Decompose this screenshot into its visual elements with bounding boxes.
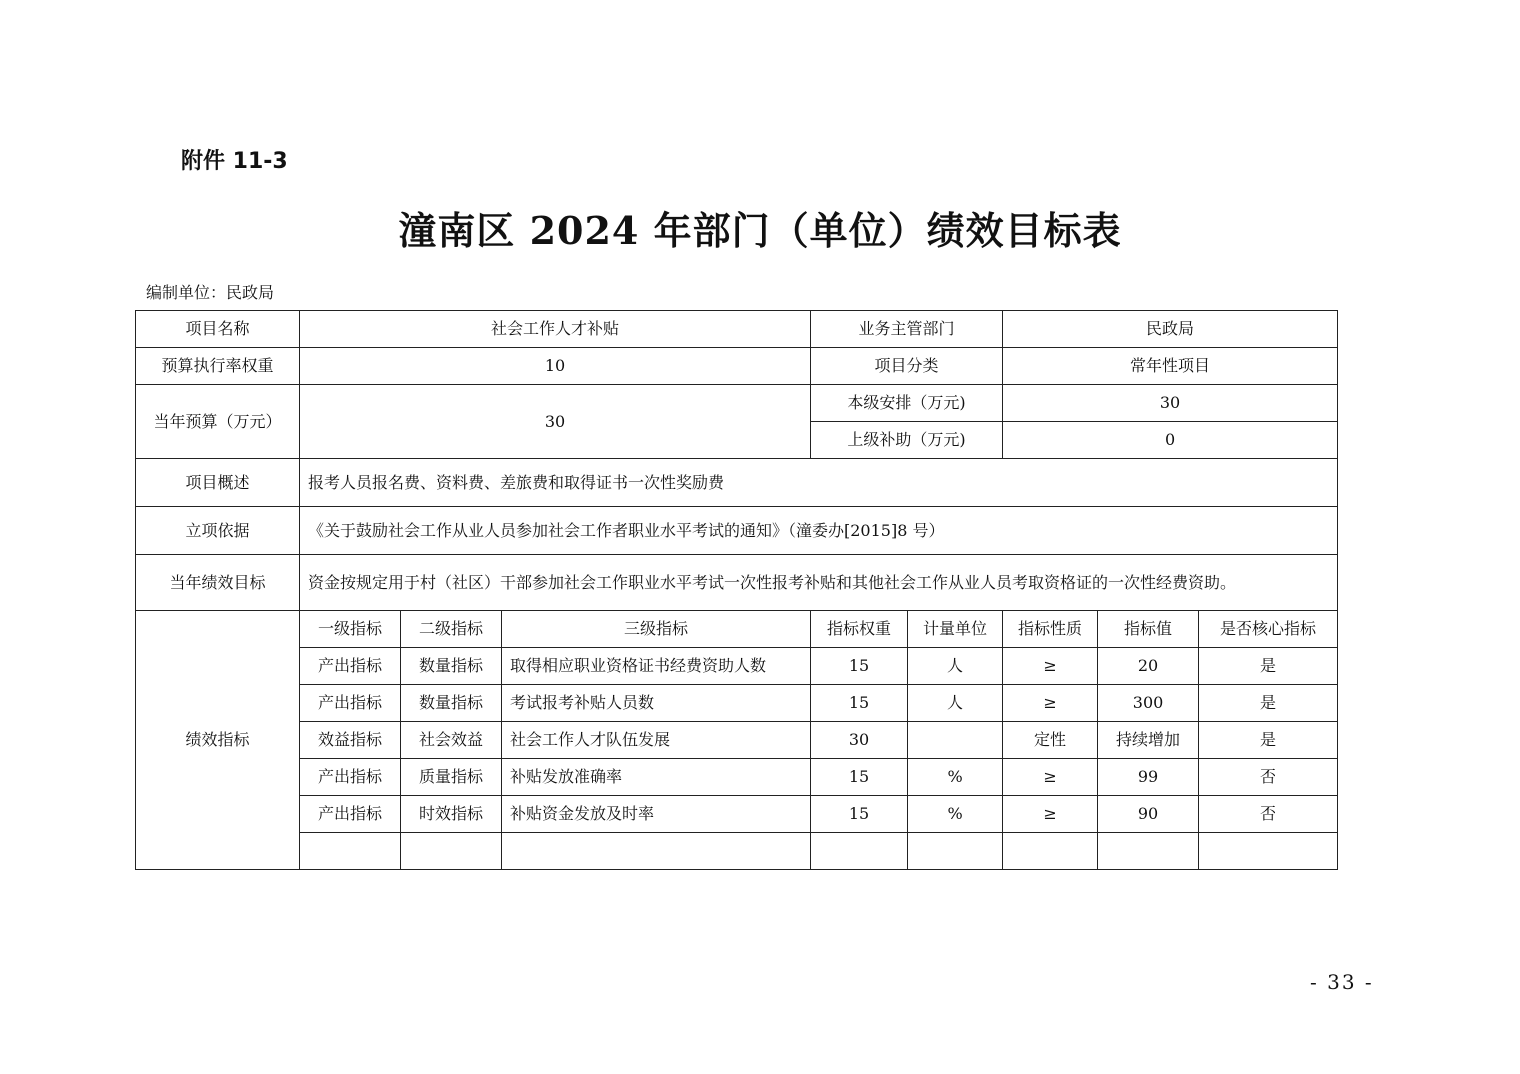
indicator-weight: 30 xyxy=(811,722,908,759)
column-header: 计量单位 xyxy=(908,611,1003,648)
project-name-value: 社会工作人才补贴 xyxy=(300,311,811,348)
is-core-indicator xyxy=(1199,833,1338,870)
column-header: 指标权重 xyxy=(811,611,908,648)
level3-indicator: 补贴发放准确率 xyxy=(502,759,811,796)
level2-indicator xyxy=(401,833,502,870)
indicator-value: 300 xyxy=(1098,685,1199,722)
table-row xyxy=(136,348,1338,385)
column-header: 二级指标 xyxy=(401,611,502,648)
indicator-unit: 人 xyxy=(908,685,1003,722)
weight-value: 10 xyxy=(300,348,811,385)
indicator-unit: % xyxy=(908,796,1003,833)
level3-indicator: 考试报考补贴人员数 xyxy=(502,685,811,722)
dept-value: 民政局 xyxy=(1003,311,1338,348)
table-row xyxy=(136,507,1338,555)
level1-indicator: 产出指标 xyxy=(300,759,401,796)
indicator-weight: 15 xyxy=(811,648,908,685)
indicator-unit: % xyxy=(908,759,1003,796)
column-header: 指标值 xyxy=(1098,611,1199,648)
indicator-value: 持续增加 xyxy=(1098,722,1199,759)
basis-value: 《关于鼓励社会工作从业人员参加社会工作者职业水平考试的通知》（潼委办[2015]8 号） xyxy=(300,507,1338,555)
level3-indicator: 社会工作人才队伍发展 xyxy=(502,722,811,759)
table-row xyxy=(136,311,1338,348)
indicator-nature xyxy=(1003,833,1098,870)
level2-indicator: 社会效益 xyxy=(401,722,502,759)
category-label: 项目分类 xyxy=(811,348,1003,385)
indicator-nature: ≥ xyxy=(1003,759,1098,796)
level1-indicator: 产出指标 xyxy=(300,648,401,685)
indicator-nature: ≥ xyxy=(1003,796,1098,833)
indicator-weight: 15 xyxy=(811,796,908,833)
indicator-weight xyxy=(811,833,908,870)
indicator-nature: 定性 xyxy=(1003,722,1098,759)
is-core-indicator: 否 xyxy=(1199,759,1338,796)
level2-indicator: 数量指标 xyxy=(401,685,502,722)
page-number: - 33 - xyxy=(1310,970,1374,994)
local-arrangement-label: 本级安排（万元) xyxy=(811,385,1003,422)
indicator-unit xyxy=(908,722,1003,759)
level1-indicator: 效益指标 xyxy=(300,722,401,759)
level3-indicator xyxy=(502,833,811,870)
local-arrangement-value: 30 xyxy=(1003,385,1338,422)
level2-indicator: 数量指标 xyxy=(401,648,502,685)
budget-label: 当年预算（万元） xyxy=(136,385,300,459)
superior-subsidy-value: 0 xyxy=(1003,422,1338,459)
basis-label: 立项依据 xyxy=(136,507,300,555)
indicator-nature: ≥ xyxy=(1003,648,1098,685)
superior-subsidy-label: 上级补助（万元) xyxy=(811,422,1003,459)
level2-indicator: 质量指标 xyxy=(401,759,502,796)
is-core-indicator: 否 xyxy=(1199,796,1338,833)
overview-label: 项目概述 xyxy=(136,459,300,507)
indicator-value: 20 xyxy=(1098,648,1199,685)
indicator-weight: 15 xyxy=(811,759,908,796)
category-value: 常年性项目 xyxy=(1003,348,1338,385)
level1-indicator: 产出指标 xyxy=(300,685,401,722)
project-name-label: 项目名称 xyxy=(136,311,300,348)
column-header: 是否核心指标 xyxy=(1199,611,1338,648)
indicator-row xyxy=(136,759,1338,796)
indicator-row xyxy=(136,796,1338,833)
weight-label: 预算执行率权重 xyxy=(136,348,300,385)
table-row xyxy=(136,555,1338,611)
level2-indicator: 时效指标 xyxy=(401,796,502,833)
dept-label: 业务主管部门 xyxy=(811,311,1003,348)
indicator-unit: 人 xyxy=(908,648,1003,685)
column-header: 指标性质 xyxy=(1003,611,1098,648)
indicator-value xyxy=(1098,833,1199,870)
indicator-nature: ≥ xyxy=(1003,685,1098,722)
indicators-section-label: 绩效指标 xyxy=(136,611,300,870)
indicator-row xyxy=(136,722,1338,759)
level3-indicator: 补贴资金发放及时率 xyxy=(502,796,811,833)
indicator-header-row xyxy=(136,611,1338,648)
indicator-weight: 15 xyxy=(811,685,908,722)
attachment-label: 附件 11-3 xyxy=(181,149,288,174)
table-row xyxy=(136,459,1338,507)
budget-value: 30 xyxy=(300,385,811,459)
is-core-indicator: 是 xyxy=(1199,648,1338,685)
indicator-row-empty xyxy=(136,833,1338,870)
table-row xyxy=(136,385,1338,422)
indicator-row xyxy=(136,648,1338,685)
performance-target-table xyxy=(135,310,1338,870)
indicator-unit xyxy=(908,833,1003,870)
level1-indicator: 产出指标 xyxy=(300,796,401,833)
indicator-value: 99 xyxy=(1098,759,1199,796)
level3-indicator: 取得相应职业资格证书经费资助人数 xyxy=(502,648,811,685)
column-header: 三级指标 xyxy=(502,611,811,648)
compiling-unit: 编制单位：民政局 xyxy=(146,283,275,302)
goal-value: 资金按规定用于村（社区）干部参加社会工作职业水平考试一次性报考补贴和其他社会工作从业人员考取资格证的一次性经费资助。 xyxy=(300,555,1338,611)
level1-indicator xyxy=(300,833,401,870)
goal-label: 当年绩效目标 xyxy=(136,555,300,611)
column-header: 一级指标 xyxy=(300,611,401,648)
indicator-value: 90 xyxy=(1098,796,1199,833)
page-title: 潼南区 2024 年部门（单位）绩效目标表 xyxy=(398,208,1122,253)
is-core-indicator: 是 xyxy=(1199,722,1338,759)
is-core-indicator: 是 xyxy=(1199,685,1338,722)
overview-value: 报考人员报名费、资料费、差旅费和取得证书一次性奖励费 xyxy=(300,459,1338,507)
indicator-row xyxy=(136,685,1338,722)
